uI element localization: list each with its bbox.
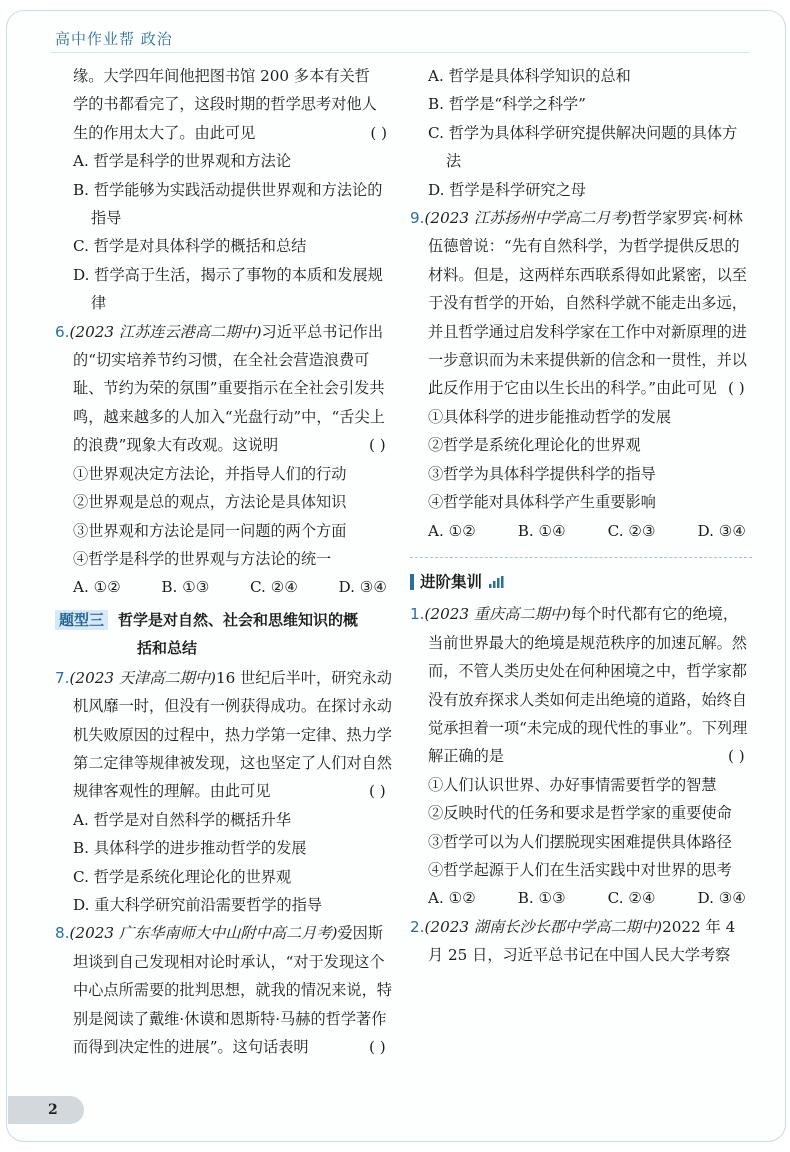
question-source: (2023 江苏扬州中学高二月考)	[424, 209, 632, 228]
question-text: 2022 年 4 月 25 日，习近平总书记在中国人民大学考察	[428, 917, 736, 965]
question-6: 6.(2023 江苏连云港高二期中)习近平总书记作出的“切实培养节约习惯，在全社会营造浪费可耻、节约为荣的氛围”重要指示在全社会引发共鸣，越来越多的人加入“光盘行动”中，“舌尖上的浪费”现象大有改观。这说明 ( )	[55, 322, 386, 455]
statement-item: ②哲学是系统化理论化的世界观	[428, 436, 641, 455]
answer-options	[410, 884, 752, 912]
question-source: (2023 江苏连云港高二期中)	[69, 322, 262, 341]
statement-item: ①具体科学的进步能推动哲学的发展	[428, 407, 671, 426]
section-heading-advanced	[410, 568, 752, 596]
option-c: C. ②④	[607, 889, 656, 908]
question-source: (2023 湖南长沙长郡中学高二期中)	[424, 917, 663, 936]
advanced-question-2	[410, 913, 752, 970]
option-b: B. 哲学能够为实践活动提供世界观和方法论的指导	[73, 180, 383, 228]
question-number: 9.	[410, 209, 425, 228]
option-c: C. ②③	[607, 521, 656, 540]
option-b: B. 哲学是“科学之科学”	[428, 95, 586, 114]
question-number: 7.	[55, 668, 70, 687]
option-d: D. 哲学高于生活，揭示了事物的本质和发展规律	[73, 265, 383, 313]
option-b: B. 具体科学的进步推动哲学的发展	[73, 839, 307, 858]
dotted-divider	[410, 557, 752, 558]
question-source: (2023 天津高二期中)	[69, 668, 216, 687]
option-a: A. 哲学是科学的世界观和方法论	[73, 152, 292, 171]
option-b: B. ①④	[517, 521, 566, 540]
header-divider	[50, 52, 750, 53]
question-text: 习近平总书记作出的“切实培养节约习惯，在全社会营造浪费可耻、节约为荣的氛围”重要指示在全社会引发共鸣，越来越多的人加入“光盘行动”中，“舌尖上的浪费”现象大有改观。这说明	[73, 322, 385, 455]
question-7: 7.(2023 天津高二期中)16 世纪后半叶，研究永动机风靡一时，但没有一例获得成功。在探讨永动机失败原因的过程中，热力学第一定律、热力学第二定律等规律被发现，这也坚定了人们对自然规律客观性的理解。由此可见 ( )	[55, 668, 392, 801]
option-d: D. ③④	[697, 889, 746, 908]
statement-item: ②世界观是总的观点，方法论是具体知识	[73, 493, 347, 512]
continued-text-line: 缘。大学四年间他把图书馆 200 多本有关哲	[73, 67, 370, 85]
question-number: 1.	[410, 605, 425, 624]
statement-item: ①世界观决定方法论，并指导人们的行动	[73, 464, 347, 483]
answer-options	[55, 573, 393, 601]
option-d: D. 哲学是科学研究之母	[428, 180, 586, 199]
option-d: D. 重大科学研究前沿需要哲学的指导	[73, 895, 323, 914]
right-column	[410, 62, 752, 970]
running-header: 高中作业帮 政治	[55, 30, 173, 48]
page-number: 2	[8, 1096, 84, 1124]
question-number: 6.	[55, 322, 70, 341]
question-8: 8.(2023 广东华南师大中山附中高二月考)爱因斯坦谈到自己发现相对论时承认，“对于发现这个中心点所需要的批判思想，就我的情况来说，特别是阅读了戴维·休谟和恩斯特·马赫的哲学著作而得到决定性的进展”。这句话表明 ( )	[55, 924, 392, 1056]
continued-text-line: 生的作用太大了。由此可见 ( )	[55, 119, 393, 147]
answer-bracket: ( )	[370, 123, 387, 142]
statement-item: ④哲学起源于人们在生活实践中对世界的思考	[428, 860, 732, 879]
option-a: A. 哲学是具体科学知识的总和	[428, 67, 631, 85]
section-tag: 题型三	[55, 610, 108, 630]
question-number: 2.	[410, 917, 425, 936]
heading-bar-icon	[410, 574, 414, 590]
section-title: 哲学是对自然、社会和思维知识的概	[118, 610, 359, 629]
answer-options	[410, 517, 752, 545]
bar-chart-icon	[488, 575, 504, 589]
option-a: A. ①②	[73, 578, 121, 597]
statement-item: ③世界观和方法论是同一问题的两个方面	[73, 521, 347, 540]
statement-item: ②反映时代的任务和要求是哲学家的重要使命	[428, 804, 732, 823]
advanced-question-1: 1.(2023 重庆高二期中)每个时代都有它的绝境，当前世界最大的绝境是规范秩序的加速瓦解。然而，不管人类历史处在何种困境之中，哲学家都没有放弃探求人类如何走出绝境的道路，始终自觉承担着一项“未完成的现代性的事业”。下列理解正确的是 ( )	[410, 605, 748, 766]
section-title: 进阶集训	[420, 572, 483, 591]
option-a: A. ①②	[428, 521, 476, 540]
option-c: C. 哲学为具体科学研究提供解决问题的具体方法	[428, 123, 738, 171]
section-heading-type3	[55, 606, 393, 662]
section-title-cont: 括和总结	[137, 638, 198, 657]
statement-item: ④哲学是科学的世界观与方法论的统一	[73, 549, 332, 568]
statement-item: ③哲学可以为人们摆脱现实困难提供具体路径	[428, 832, 732, 851]
question-source: (2023 重庆高二期中)	[424, 605, 571, 624]
option-d: D. ③④	[338, 578, 387, 597]
option-b: B. ①③	[517, 889, 566, 908]
option-a: A. 哲学是对自然科学的概括升华	[73, 810, 292, 829]
statement-item: ①人们认识世界、办好事情需要哲学的智慧	[428, 775, 717, 794]
question-text: 爱因斯坦谈到自己发现相对论时承认，“对于发现这个中心点所需要的批判思想，就我的情况来说，特别是阅读了戴维·休谟和恩斯特·马赫的哲学著作而得到决定性的进展”。这句话表明	[73, 924, 392, 1056]
question-number: 8.	[55, 924, 70, 943]
statement-item: ③哲学为具体科学提供科学的指导	[428, 464, 656, 483]
option-b: B. ①③	[161, 578, 210, 597]
option-c: C. ②④	[249, 578, 298, 597]
statement-item: ④哲学能对具体科学产生重要影响	[428, 493, 656, 512]
question-source: (2023 广东华南师大中山附中高二月考)	[69, 924, 338, 943]
option-c: C. 哲学是系统化理论化的世界观	[73, 867, 292, 886]
question-text: 哲学家罗宾·柯林伍德曾说：“先有自然科学，为哲学提供反思的材料。但是，这两样东西联系得如此紧密，以至于没有哲学的开始，自然科学就不能走出多远，并且哲学通过启发科学家在工作中对新原理的进一步意识而为未来提供新的信念和一贯性，并以此反作用于它由以生长出的科学。”由此可见	[428, 209, 747, 398]
question-text: 每个时代都有它的绝境，当前世界最大的绝境是规范秩序的加速瓦解。然而，不管人类历史处在何种困境之中，哲学家都没有放弃探求人类如何走出绝境的道路，始终自觉承担着一项“未完成的现代性的事业”。下列理解正确的是	[428, 605, 748, 766]
option-d: D. ③④	[697, 521, 746, 540]
continued-text-line: 学的书都看完了，这段时期的哲学思考对他人	[73, 95, 377, 114]
option-c: C. 哲学是对具体科学的概括和总结	[73, 237, 307, 256]
question-9: 9.(2023 江苏扬州中学高二月考)哲学家罗宾·柯林伍德曾说：“先有自然科学，为哲学提供反思的材料。但是，这两样东西联系得如此紧密，以至于没有哲学的开始，自然科学就不能走出多远，并且哲学通过启发科学家在工作中对新原理的进一步意识而为未来提供新的信念和一贯性，并以此反作用于它由以生长出的科学。”由此可见 ( )	[410, 209, 747, 398]
question-text: 16 世纪后半叶，研究永动机风靡一时，但没有一例获得成功。在探讨永动机失败原因的过程中，热力学第一定律、热力学第二定律等规律被发现，这也坚定了人们对自然规律客观性的理解。由此可见	[73, 668, 392, 801]
left-column	[55, 62, 393, 1061]
option-a: A. ①②	[428, 889, 476, 908]
